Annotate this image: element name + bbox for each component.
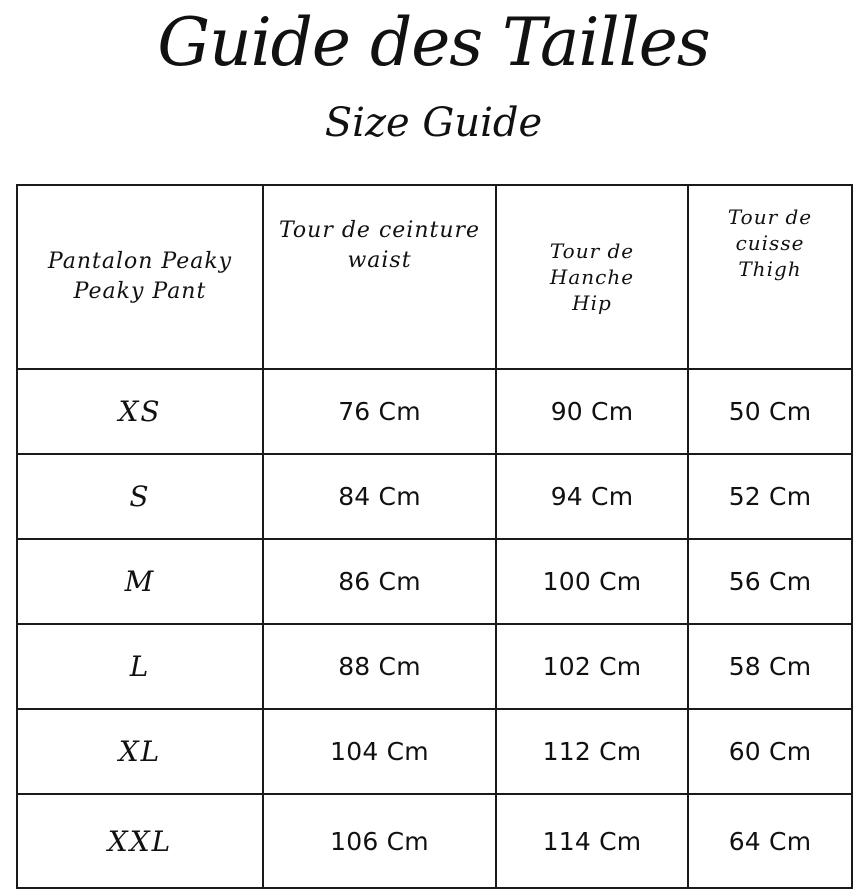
page-subtitle: Size Guide bbox=[324, 100, 543, 146]
thigh-cell bbox=[688, 624, 852, 709]
size-cell bbox=[17, 369, 263, 454]
hip-value: 114 Cm bbox=[542, 826, 642, 856]
size-label: XS bbox=[118, 395, 162, 428]
size-label: L bbox=[129, 650, 151, 683]
waist-cell bbox=[263, 369, 496, 454]
thigh-value: 58 Cm bbox=[728, 652, 812, 681]
table-row bbox=[17, 624, 852, 709]
header-cell-hip bbox=[496, 185, 688, 369]
waist-cell bbox=[263, 454, 496, 539]
hip-cell bbox=[496, 454, 688, 539]
thigh-cell bbox=[688, 454, 852, 539]
waist-value: 84 Cm bbox=[338, 482, 421, 511]
header-waist-line1: Tour de ceinture bbox=[278, 218, 481, 243]
waist-cell bbox=[263, 794, 496, 888]
header-thigh-line1: Tour de bbox=[727, 205, 813, 229]
header-hip-line3: Hip bbox=[572, 291, 612, 315]
size-label: XL bbox=[118, 735, 162, 768]
size-cell bbox=[17, 709, 263, 794]
thigh-value: 64 Cm bbox=[728, 826, 812, 856]
size-label: S bbox=[129, 480, 151, 513]
hip-cell bbox=[496, 369, 688, 454]
thigh-cell bbox=[688, 709, 852, 794]
hip-cell bbox=[496, 539, 688, 624]
waist-value: 86 Cm bbox=[338, 567, 421, 596]
header-hip-line2: Hanche bbox=[549, 265, 635, 289]
size-label: M bbox=[124, 565, 156, 598]
thigh-value: 52 Cm bbox=[728, 482, 812, 511]
hip-value: 90 Cm bbox=[550, 397, 634, 426]
thigh-value: 56 Cm bbox=[728, 567, 812, 596]
waist-value: 88 Cm bbox=[338, 652, 421, 681]
waist-value: 76 Cm bbox=[338, 397, 421, 426]
thigh-cell bbox=[688, 369, 852, 454]
size-guide-table bbox=[16, 184, 853, 889]
header-product-line1: Pantalon Peaky bbox=[47, 249, 233, 274]
header-waist-line2: waist bbox=[347, 248, 412, 273]
table-row bbox=[17, 794, 852, 888]
table-row bbox=[17, 369, 852, 454]
hip-value: 100 Cm bbox=[542, 567, 642, 596]
hip-value: 102 Cm bbox=[542, 652, 642, 681]
waist-value: 104 Cm bbox=[330, 737, 429, 766]
hip-value: 112 Cm bbox=[542, 737, 642, 766]
hip-value: 94 Cm bbox=[550, 482, 634, 511]
thigh-value: 50 Cm bbox=[728, 397, 812, 426]
hip-cell bbox=[496, 794, 688, 888]
table-row bbox=[17, 709, 852, 794]
waist-cell bbox=[263, 624, 496, 709]
header-cell-waist bbox=[263, 185, 496, 369]
hip-cell bbox=[496, 709, 688, 794]
header-thigh-line2: cuisse bbox=[735, 231, 805, 255]
table-header-row bbox=[17, 185, 852, 369]
size-cell bbox=[17, 454, 263, 539]
size-label: XXL bbox=[107, 824, 173, 858]
thigh-cell bbox=[688, 794, 852, 888]
size-cell bbox=[17, 539, 263, 624]
page-title: Guide des Tailles bbox=[157, 4, 710, 81]
table-row bbox=[17, 454, 852, 539]
size-cell bbox=[17, 794, 263, 888]
header-product-line2: Peaky Pant bbox=[73, 279, 207, 304]
thigh-cell bbox=[688, 539, 852, 624]
header-thigh-line3: Thigh bbox=[738, 257, 802, 281]
thigh-value: 60 Cm bbox=[728, 737, 812, 766]
size-cell bbox=[17, 624, 263, 709]
header-hip-line1: Tour de bbox=[549, 239, 635, 263]
table-row bbox=[17, 539, 852, 624]
waist-cell bbox=[263, 709, 496, 794]
waist-cell bbox=[263, 539, 496, 624]
header-cell-thigh bbox=[688, 185, 852, 369]
hip-cell bbox=[496, 624, 688, 709]
header-cell-product bbox=[17, 185, 263, 369]
waist-value: 106 Cm bbox=[330, 826, 429, 856]
